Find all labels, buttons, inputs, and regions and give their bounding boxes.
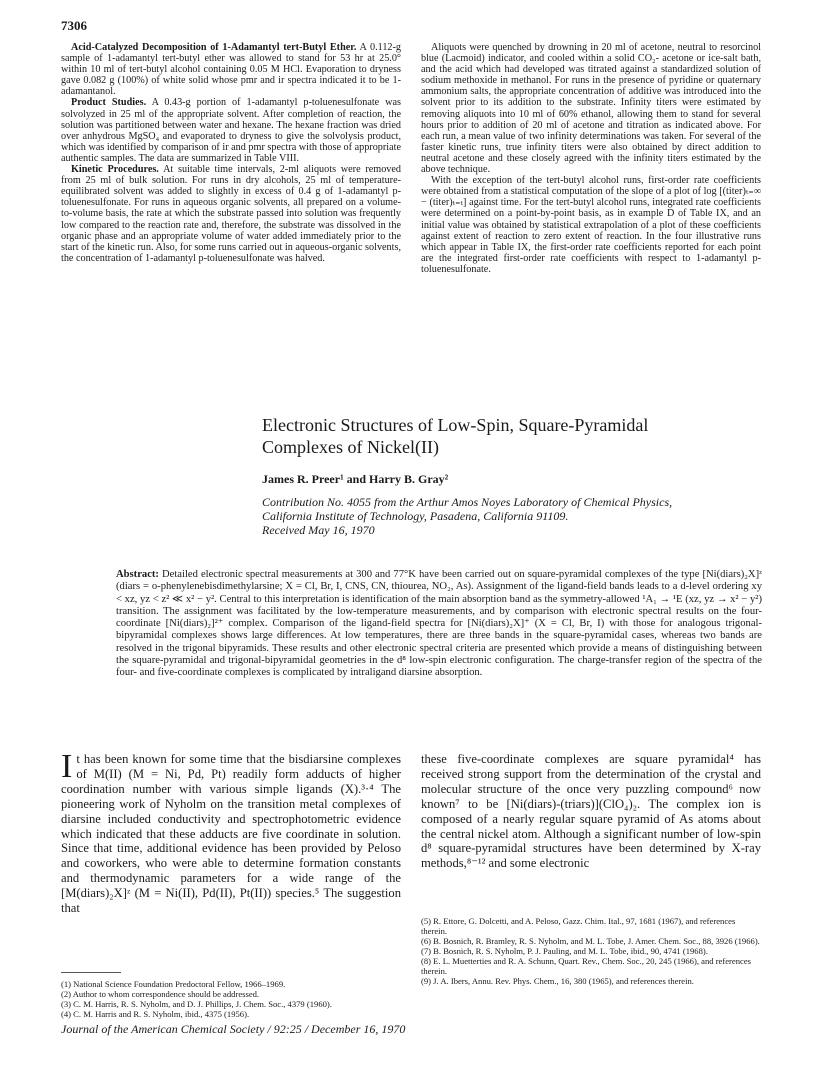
- footnote: (3) C. M. Harris, R. S. Nyholm, and D. J. Phillips, J. Chem. Soc., 4379 (1960).: [61, 999, 332, 1009]
- footnote: (2) Author to whom correspondence should be addressed.: [61, 989, 260, 999]
- footnote: (4) C. M. Harris and R. S. Nyholm, ibid., 4375 (1956).: [61, 1009, 250, 1019]
- section-heading: Acid-Catalyzed Decomposition of 1-Adamantyl tert-Butyl Ether.: [71, 42, 357, 53]
- paragraph: Aliquots were quenched by drowning in 20 ml of acetone, neutral to resorcinol blue (Lacmoid) indicator, and cooled within a solid CO₂- acetone or ice-salt bath, and the acid which had developed was titrated against a standardized solution of sodium methoxide in methanol. For runs in the presence of pyridine or quaternary ammonium salts, the appropriate concentration of additive was introduced into the solvent prior to its addition to the substrate. Infinity titers were estimated by removing aliquots into 10 ml of 60% ethanol, allowing them to stand for several hours prior to addition of 20 ml of acetone and titration as indicated above. For each run, a mean value of two infinity determinations was taken. For several of the faster kinetic runs, true infinity titers were also obtained by direct addition to neutral acetone and these closely agreed with the infinity titers estimated by the above technique.: [421, 42, 761, 176]
- paragraph: With the exception of the tert-butyl alcohol runs, first-order rate coefficients were obtained from a statistical computation of the slope of a plot of log [(titer)ₜ₌∞ − (titer)ₜ₌ₜ] against time. For the tert-butyl alcohol runs, integrated rate coefficients were determined on a point-by-point basis, as in example D of Table IX, and an initial value was obtained by statistical extrapolation of a plot of these coefficients against extent of reaction to zero extent of reaction. In the four illustrative runs which appear in Table IX, the first-order rate coefficients reported for each point are the integrated first-order rate coefficients with respect to 1-adamantyl p-toluenesulfonate.: [421, 175, 761, 275]
- abstract-label: Abstract:: [116, 569, 159, 580]
- footnotes-left: [61, 979, 401, 1019]
- footnotes-right: [421, 916, 761, 986]
- author-list: James R. Preer¹ and Harry B. Gray²: [262, 472, 449, 486]
- footnote: (6) B. Bosnich, R. Bramley, R. S. Nyholm, and M. L. Tobe, J. Amer. Chem. Soc., 88, 3926 (1966).: [421, 936, 760, 946]
- abstract-text: Detailed electronic spectral measurements at 300 and 77°K have been carried out on square-pyramidal complexes of the type [Ni(diars)₂X]ᶻ (diars = o-phenylenebisdimethylarsine; X = Cl, Br, I, CNS, CN, thiourea, NO₂, As). Assignment of the ligand-field bands leads to a d-level ordering xy < xz, yz < z² ≪ x² − y². Central to this interpretation is identification of the main absorption band as the symmetry-allowed ¹A₁ → ¹E (xz, yz → x² − y²) transition. The assignment was facilitated by the low-temperature measurements, and by comparison with electronic spectral results on the four-coordinate [Ni(diars)₂]²⁺ complex. Comparison of the ligand-field spectra for [Ni(diars)₂X]⁺ (X = Cl, Br, I) with those for analogous trigonal-bipyramidal complexes shows large differences. At low temperatures, there are three bands in the square-pyramidal cases, whereas two bands are resolved in the trigonal bipyramids. These results and other electronic spectral criteria are presented which provide a means of distinguishing between the square-pyramidal and trigonal-bipyramidal geometries in the d⁸ low-spin electronic configuration. The charge-transfer region of the spectra of the four- and five-coordinate complexes is complicated by intraligand diarsine absorption.: [116, 569, 762, 678]
- experimental-right-column: [421, 42, 761, 275]
- paragraph: A 0.43-g portion of 1-adamantyl p-toluenesulfonate was solvolyzed in 25 ml of the appropriate solvent. After completion of reaction, the solution was partitioned between water and hexane. The hexane fraction was dried over anhydrous MgSO₄ and evaporated to dryness to give the solvolysis product, which was identified by comparison of ir and pmr spectra with those of appropriate authentic samples. The data are summarized in Table VIII.: [61, 97, 402, 164]
- article-header: [262, 414, 762, 537]
- page-number: 7306: [61, 18, 87, 33]
- title-line: Electronic Structures of Low-Spin, Square-Pyramidal: [262, 415, 649, 435]
- footnote: (8) E. L. Muetterties and R. A. Schunn, Quart. Rev., Chem. Soc., 20, 245 (1966), and references therein.: [421, 956, 751, 976]
- section-heading: Kinetic Procedures.: [71, 164, 159, 176]
- experimental-left-column: [61, 42, 401, 264]
- footnote: (1) National Science Foundation Predoctoral Fellow, 1966–1969.: [61, 979, 286, 989]
- section-heading: Product Studies.: [71, 97, 147, 109]
- footnote: (7) B. Bosnich, R. S. Nyholm, P. J. Pauling, and M. L. Tobe, ibid., 90, 4741 (1968).: [421, 946, 708, 956]
- footnote: (9) J. A. Ibers, Annu. Rev. Phys. Chem., 16, 380 (1965), and references therein.: [421, 976, 694, 986]
- body-text: these five-coordinate complexes are square pyramidal⁴ has received strong support from the determination of the crystal and molecular structure of the once very puzzling compound⁶ now known⁷ to be [Ni(diars)-(triars)](ClO₄)₂. The complex ion is composed of a nearly regular square pyramid of As atoms about the central nickel atom. Although a significant number of low-spin d⁸ square-pyramidal structures have been determined by X-ray methods,⁸⁻¹² and some electronic: [421, 752, 761, 871]
- footnote-rule: [61, 972, 121, 973]
- affiliation-line: California Institute of Technology, Pasadena, California 91109.: [262, 509, 569, 523]
- journal-footer: Journal of the American Chemical Society / 92:25 / December 16, 1970: [61, 1022, 406, 1036]
- title-line: Complexes of Nickel(II): [262, 437, 439, 457]
- article-title: [262, 414, 762, 458]
- abstract: [116, 569, 762, 679]
- footnote: (5) R. Ettore, G. Dolcetti, and A. Peloso, Gazz. Chim. Ital., 97, 1681 (1967), and references therein.: [421, 916, 736, 936]
- body-right-column: [421, 752, 761, 871]
- affiliation: [262, 495, 762, 537]
- body-left-column: [61, 748, 401, 916]
- drop-cap: I: [61, 748, 73, 785]
- received-date: Received May 16, 1970: [262, 523, 375, 537]
- body-text: t has been known for some time that the bisdiarsine complexes of M(II) (M = Ni, Pd, Pt) readily form adducts of higher coordination number with various simple ligands (X).³·⁴ The pioneering work of Nyholm on the transition metal complexes of diarsine included conductivity and spectrophotometric evidence which indicated that these adducts are five coordinate in solution. Since that time, additional evidence has been provided by Peloso and coworkers, who were able to determine formation constants and thermodynamic parameters for a wide range of the [M(diars)₂X]ᶻ (M = Ni(II), Pd(II), Pt(II)) species.⁵ The suggestion that: [61, 752, 401, 916]
- paragraph: A 0.112-g sample of 1-adamantyl tert-butyl ether was allowed to stand for 53 hr at 25.0° within 10 ml of tert-butyl alcohol containing 0.05 M HCl. Evaporation to dryness gave 0.082 g (100%) of white solid whose pmr and ir spectra indicated it to be 1-adamantanol.: [61, 42, 402, 98]
- affiliation-line: Contribution No. 4055 from the Arthur Amos Noyes Laboratory of Chemical Physics,: [262, 495, 673, 509]
- paragraph: At suitable time intervals, 2-ml aliquots were removed from 25 ml of bulk solution. For runs in dry alcohols, 25 ml of temperature-equilibrated solvent was added to slightly in excess of 0.4 g of 1-adamantyl p-toluenesulfonate. For runs in aqueous organic solvents, all prepared on a volume-to-volume basis, the rate at which the substrate passed into solution was frequently low compared to the reaction rate and, therefore, the substrate was dissolved in the organic phase and an appropriate volume of water added immediately prior to the start of the kinetic run. Also, for some runs carried out in aqueous-organic solvents, the concentration of 1-adamantyl p-toluenesulfonate was halved.: [61, 164, 402, 264]
